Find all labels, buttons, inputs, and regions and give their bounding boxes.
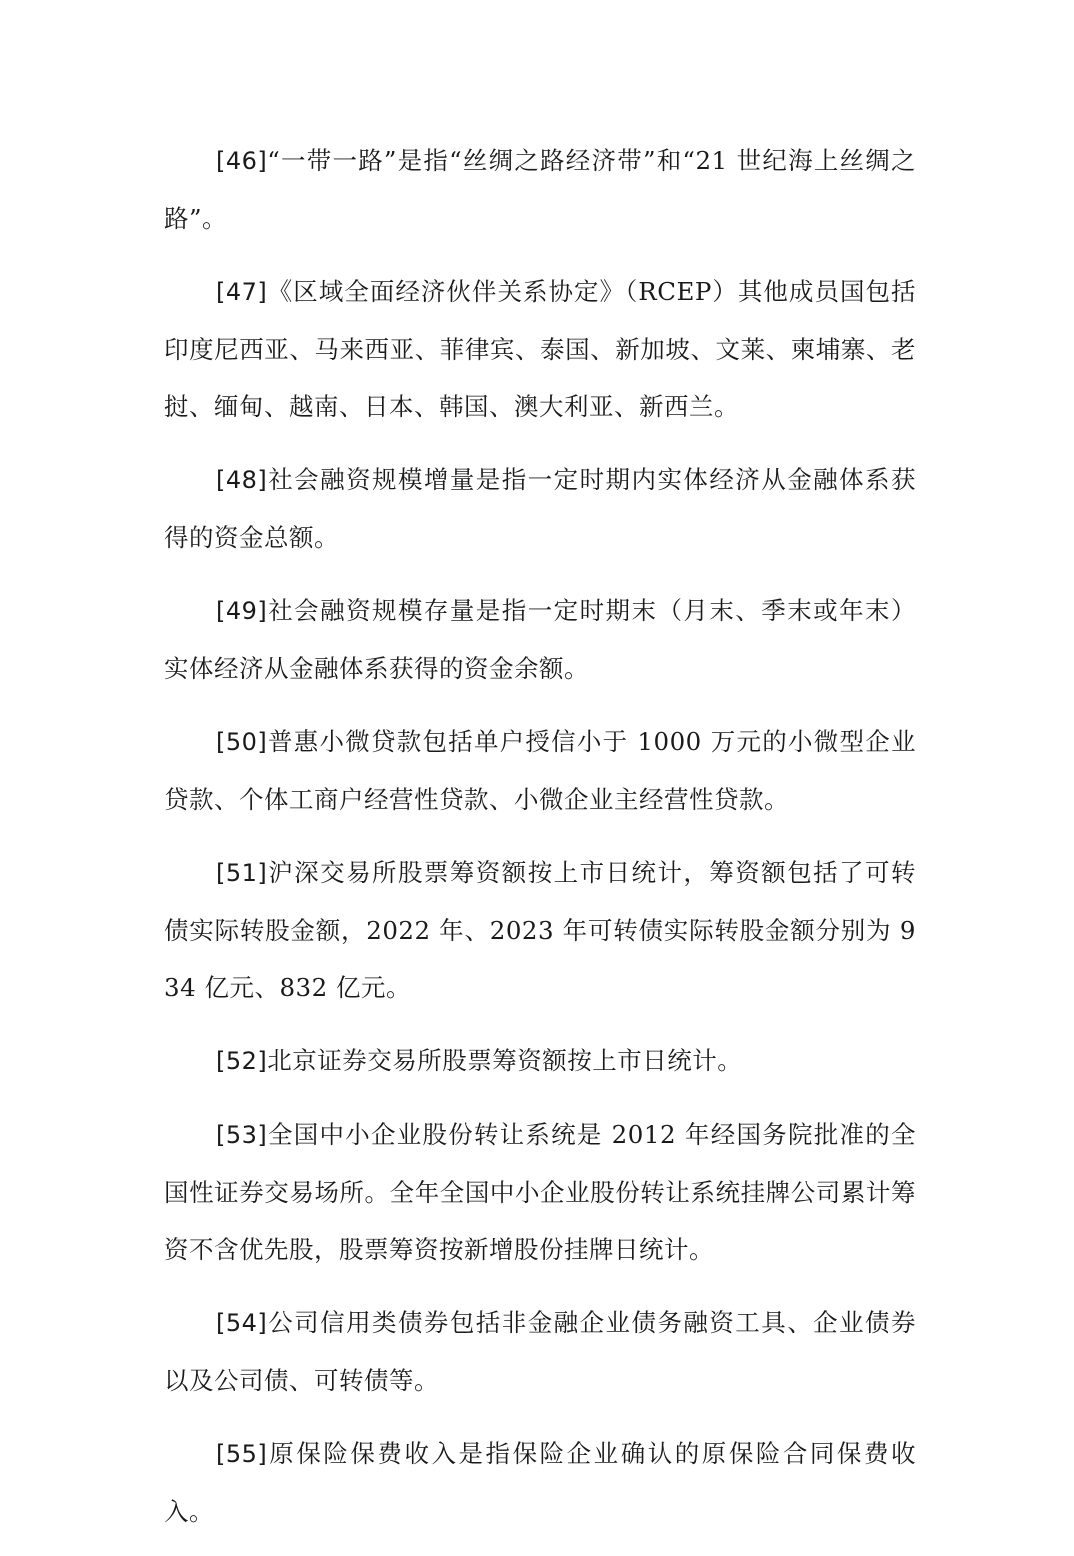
footnote-text: “一带一路”是指“丝绸之路经济带”和“21 世纪海上丝绸之路”。 (164, 146, 916, 233)
footnote-text: 社会融资规模存量是指一定时期末（月末、季末或年末）实体经济从金融体系获得的资金余额。 (164, 596, 916, 683)
footnote-50 (164, 713, 916, 828)
footnote-number: [52] (216, 1047, 268, 1075)
footnotes-list (164, 132, 916, 1556)
footnote-53 (164, 1106, 916, 1278)
footnote-number: [48] (216, 466, 268, 494)
footnote-47 (164, 263, 916, 435)
footnote-48 (164, 451, 916, 566)
footnote-text: 《区域全面经济伙伴关系协定》（RCEP）其他成员国包括印度尼西亚、马来西亚、菲律宾、泰国、新加坡、文莱、柬埔寨、老挝、缅甸、越南、日本、韩国、澳大利亚、新西兰。 (164, 277, 916, 421)
footnote-number: [53] (216, 1121, 268, 1149)
footnote-text: 北京证券交易所股票筹资额按上市日统计。 (267, 1046, 743, 1075)
footnote-55 (164, 1425, 916, 1540)
footnote-54 (164, 1294, 916, 1409)
footnote-text: 公司信用类债券包括非金融企业债务融资工具、企业债券以及公司债、可转债等。 (164, 1308, 916, 1395)
footnote-46 (164, 132, 916, 247)
footnote-49 (164, 582, 916, 697)
footnote-text: 原保险保费收入是指保险企业确认的原保险合同保费收入。 (164, 1439, 916, 1526)
footnote-number: [47] (216, 278, 268, 306)
footnote-text: 社会融资规模增量是指一定时期内实体经济从金融体系获得的资金总额。 (164, 465, 916, 552)
footnote-number: [55] (216, 1440, 268, 1468)
footnote-text: 普惠小微贷款包括单户授信小于 1000 万元的小微型企业贷款、个体工商户经营性贷款、小微企业主经营性贷款。 (164, 727, 916, 814)
footnote-number: [46] (216, 147, 268, 175)
footnote-52 (164, 1032, 916, 1090)
footnote-number: [54] (216, 1309, 268, 1337)
footnote-51 (164, 844, 916, 1016)
footnote-text: 全国中小企业股份转让系统是 2012 年经国务院批准的全国性证券交易场所。全年全国中小企业股份转让系统挂牌公司累计筹资不含优先股，股票筹资按新增股份挂牌日统计。 (164, 1120, 916, 1264)
footnote-number: [50] (216, 728, 268, 756)
footnote-number: [51] (216, 859, 268, 887)
footnote-number: [49] (216, 597, 268, 625)
footnote-text: 沪深交易所股票筹资额按上市日统计，筹资额包括了可转债实际转股金额，2022 年、2023 年可转债实际转股金额分别为 934 亿元、832 亿元。 (164, 858, 916, 1002)
